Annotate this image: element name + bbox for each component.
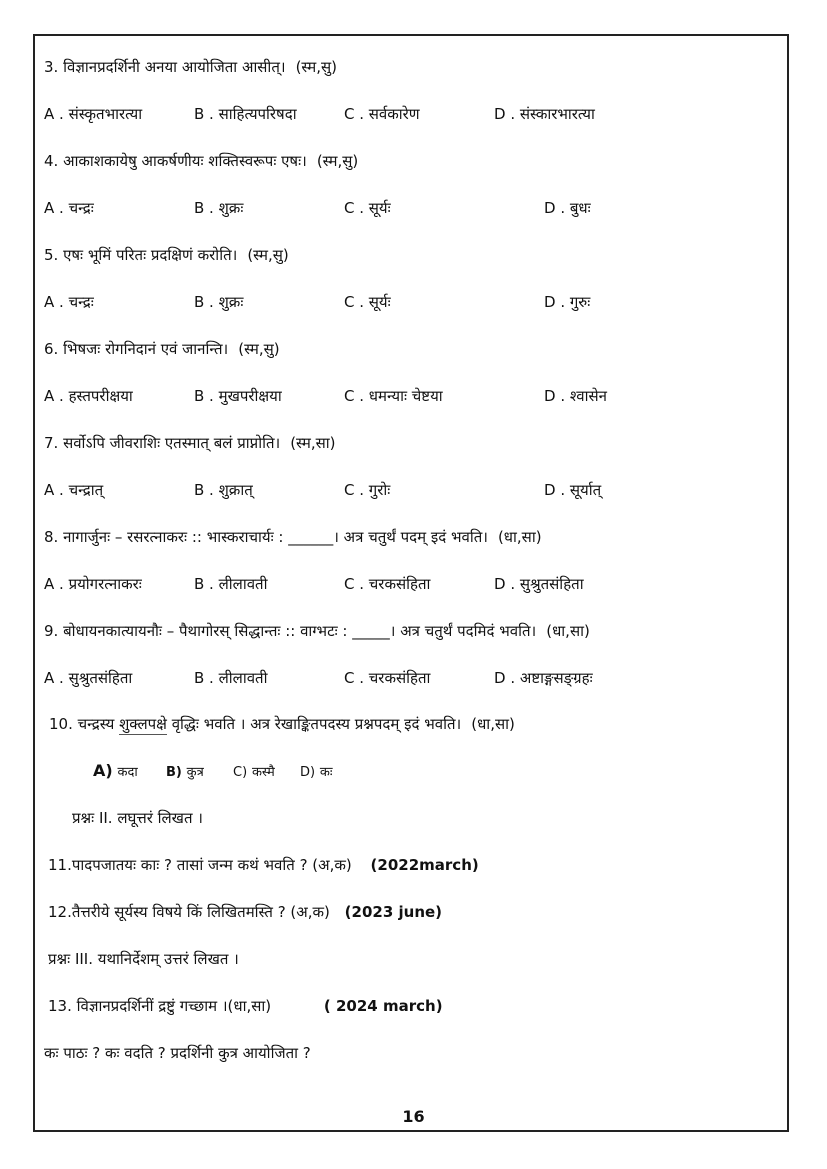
q6-option-b: B . मुखपरीक्षया (194, 387, 282, 405)
q3-option-c: C . सर्वकारेण (344, 105, 420, 123)
q9-option-a: A . सुश्रुतसंहिता (44, 669, 133, 687)
q4-option-d: D . बुधः (544, 199, 591, 217)
page-number: 16 (402, 1107, 425, 1126)
q9-option-c: C . चरकसंहिता (344, 669, 431, 687)
question-6: 6. भिषजः रोगनिदानं एवं जानन्ति। (स्म,सु) (44, 340, 280, 358)
question-12: 12.तैत्तरीये सूर्यस्य विषये किं लिखितमस्ति ? (अ,क) (2023 june) (48, 903, 443, 921)
q7-option-b: B . शुक्रात् (194, 481, 253, 499)
q8-option-a: A . प्रयोगरत्नाकरः (44, 575, 142, 593)
question-5: 5. एषः भूमिं परितः प्रदक्षिणं करोति। (स्म,सु) (44, 246, 289, 264)
q3-option-a: A . संस्कृतभारत्या (44, 105, 143, 123)
q3-option-b: B . साहित्यपरिषदा (194, 105, 297, 123)
q10-option-d: D) कः (300, 765, 333, 780)
q8-option-b: B . लीलावती (194, 575, 268, 593)
question-9: 9. बोधायनकात्यायनौः – पैथागोरस् सिद्धान्तः :: वाग्भटः : _____। अत्र चतुर्थं पदमिदं भवति। (धा,सा) (44, 622, 590, 640)
underlined-word: शुक्लपक्षे (119, 715, 167, 733)
q10-option-c: C) कस्मै (233, 765, 275, 780)
question-11: 11.पादपजातयः काः ? तासां जन्म कथं भवति ? (अ,क) (2022march) (48, 856, 479, 874)
q5-option-c: C . सूर्यः (344, 293, 391, 311)
q4-option-b: B . शुक्रः (194, 199, 244, 217)
q10-option-b: B) कुत्र (166, 765, 204, 780)
q4-option-a: A . चन्द्रः (44, 199, 94, 217)
question-13-subquestions: कः पाठः ? कः वदति ? प्रदर्शिनी कुत्र आयोजिता ? (44, 1044, 311, 1062)
q4-option-c: C . सूर्यः (344, 199, 391, 217)
q9-option-d: D . अष्टाङ्गसङ्ग्रहः (494, 669, 593, 687)
section-2-heading: प्रश्नः II. लघूत्तरं लिखत । (72, 809, 203, 827)
q5-option-d: D . गुरुः (544, 293, 591, 311)
question-3: 3. विज्ञानप्रदर्शिनी अनया आयोजिता आसीत्। (स्म,सु) (44, 58, 337, 76)
q10-option-a: A) कदा (93, 761, 138, 780)
q6-option-d: D . श्वासेन (544, 387, 607, 405)
question-13: 13. विज्ञानप्रदर्शिनीं द्रष्टुं गच्छाम ।(धा,सा) ( 2024 march) (48, 997, 443, 1015)
q6-option-c: C . धमन्याः चेष्टया (344, 387, 443, 405)
q8-option-d: D . सुश्रुतसंहिता (494, 575, 584, 593)
q7-option-d: D . सूर्यात् (544, 481, 602, 499)
question-8: 8. नागार्जुनः – रसरत्नाकरः :: भास्कराचार्यः : ______। अत्र चतुर्थं पदम् इदं भवति। (धा,सा) (44, 528, 542, 546)
question-10: 10. चन्द्रस्य शुक्लपक्षे वृद्धिः भवति । अत्र रेखाङ्कितपदस्य प्रश्नपदम् इदं भवति। (धा,सा) (49, 715, 515, 733)
q5-option-b: B . शुक्रः (194, 293, 244, 311)
q9-option-b: B . लीलावती (194, 669, 268, 687)
q8-option-c: C . चरकसंहिता (344, 575, 431, 593)
q6-option-a: A . हस्तपरीक्षया (44, 387, 133, 405)
q7-option-c: C . गुरोः (344, 481, 391, 499)
q3-option-d: D . संस्कारभारत्या (494, 105, 595, 123)
question-7: 7. सर्वोऽपि जीवराशिः एतस्मात् बलं प्राप्नोति। (स्म,सा) (44, 434, 336, 452)
q7-option-a: A . चन्द्रात् (44, 481, 104, 499)
question-4: 4. आकाशकायेषु आकर्षणीयः शक्तिस्वरूपः एषः। (स्म,सु) (44, 152, 359, 170)
q5-option-a: A . चन्द्रः (44, 293, 94, 311)
section-3-heading: प्रश्नः III. यथानिर्देशम् उत्तरं लिखत । (48, 950, 239, 968)
